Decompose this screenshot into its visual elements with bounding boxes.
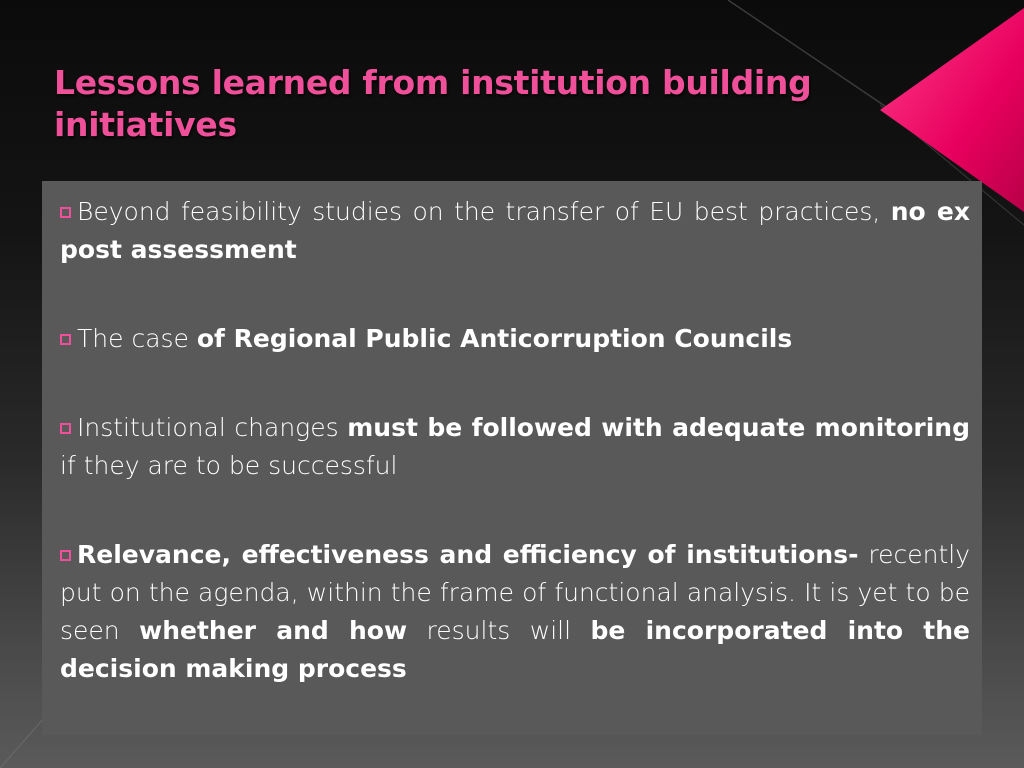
bullet-text: recently put on the agenda, within the frame of functional analysis. It is yet to be seen [60,540,970,645]
bullet-text-bold: be incorporated into the decision making process [60,616,971,683]
bullet-text: results will [407,616,591,645]
bullet-text: Beyond feasibility studies on the transfer of EU best practices, [77,197,891,226]
bullet-text-bold: must be followed with adequate monitoring [347,413,970,442]
square-outline-bullet-icon [60,334,71,345]
bullet-item [60,409,970,485]
bullet-item [60,536,970,688]
bullet-list [60,193,970,688]
bullet-text-bold: no ex post assessment [60,197,970,264]
bullet-item [60,320,970,358]
bullet-text-bold: of Regional Public Anticorruption Councils [196,324,793,353]
bullet-text-bold: whether and how [139,616,408,645]
square-outline-bullet-icon [60,423,71,434]
bullet-item [60,193,970,269]
slide-title: Lessons learned from institution building initiatives [54,63,812,144]
bullet-text-bold: Relevance, effectiveness and efficiency of institutions- [77,540,859,569]
bullet-text: if they are to be successful [60,451,398,480]
square-outline-bullet-icon [60,207,71,218]
content-panel [42,181,982,735]
square-outline-bullet-icon [60,550,71,561]
bullet-text: Institutional changes [77,413,348,442]
bullet-text: The case [77,324,197,353]
